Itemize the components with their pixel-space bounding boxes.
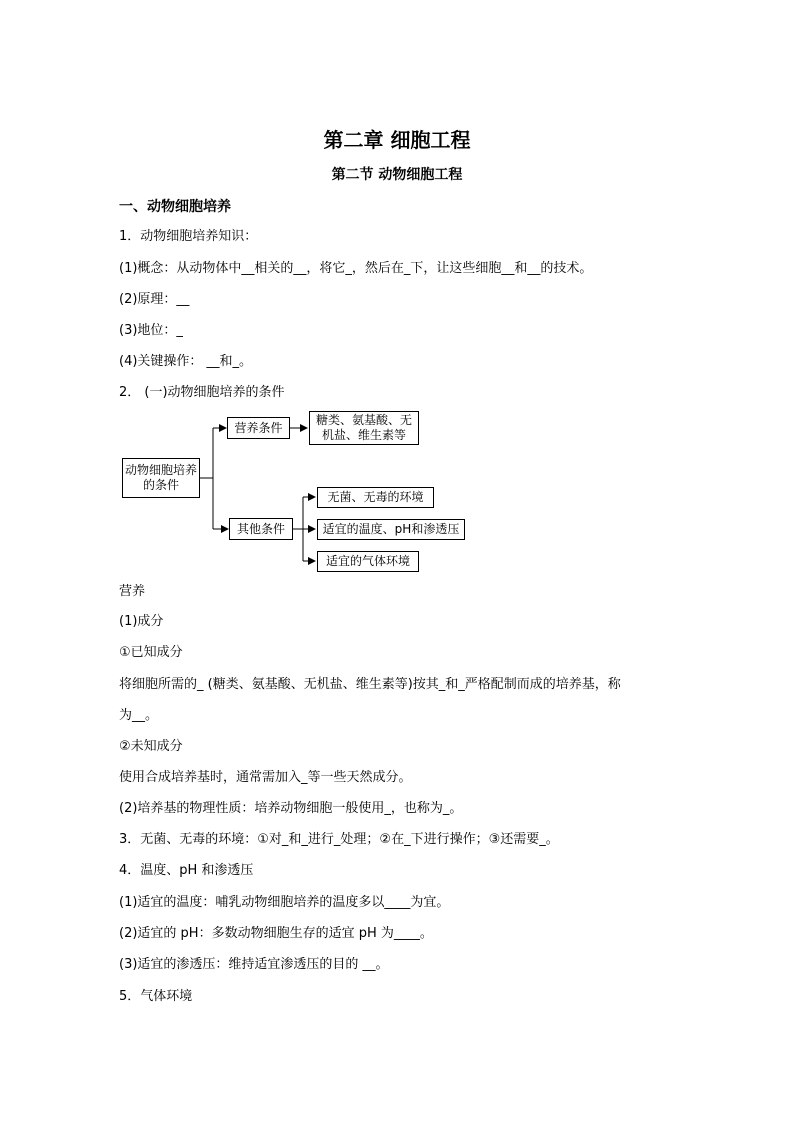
page-title: 第二章 细胞工程 [323,128,471,152]
text-line: 1．动物细胞培养知识： [119,229,258,244]
diagram-nutrition-detail-box: 糖类、氨基酸、无机盐、维生素等 [309,411,419,445]
diagram-other-item-box: 适宜的温度、pH和渗透压 [317,519,465,540]
text-line: ①已知成分 [119,645,183,660]
text-line: 使用合成培养基时，通常需加入_等一些天然成分。 [119,770,412,785]
text-line: 将细胞所需的_ (糖类、氨基酸、无机盐、维生素等)按其_和_严格配制而成的培养基，称 [119,677,621,692]
diagram-root-box: 动物细胞培养的条件 [122,458,200,498]
text-line: 为__。 [119,708,159,723]
text-line: (4)关键操作： __和_。 [119,354,253,369]
text-line: (1)成分 [119,614,164,629]
text-line: 3．无菌、无毒的环境：①对_和_进行_处理；②在_下进行操作；③还需要_。 [119,832,559,847]
text-line: (2)培养基的物理性质：培养动物细胞一般使用_，也称为_。 [119,801,463,816]
text-line: (1)概念：从动物体中__相关的__，将它_，然后在_下，让这些细胞__和__的技术。 [119,261,593,276]
section-subtitle: 第二节 动物细胞工程 [331,167,463,183]
diagram-other-item-box: 适宜的气体环境 [317,551,419,572]
diagram-nutrition-box: 营养条件 [227,417,290,439]
diagram-other-box: 其他条件 [229,518,293,540]
text-line: 2． (一)动物细胞培养的条件 [119,385,285,400]
text-line: (2)原理：__ [119,292,190,307]
diagram-other-item-box: 无菌、无毒的环境 [317,487,434,508]
text-line: (3)地位：_ [119,323,183,338]
text-line: (1)适宜的温度：哺乳动物细胞培养的温度多以____为宜。 [119,895,450,910]
text-line: ②未知成分 [119,739,183,754]
text-line: 4．温度、pH 和渗透压 [119,863,254,878]
section-heading: 一、动物细胞培养 [119,199,231,215]
text-line: 营养 [119,584,146,599]
text-line: (2)适宜的 pH：多数动物细胞生存的适宜 pH 为____。 [119,926,433,941]
text-line: (3)适宜的渗透压：维持适宜渗透压的目的 __。 [119,957,389,972]
text-line: 5．气体环境 [119,989,193,1004]
